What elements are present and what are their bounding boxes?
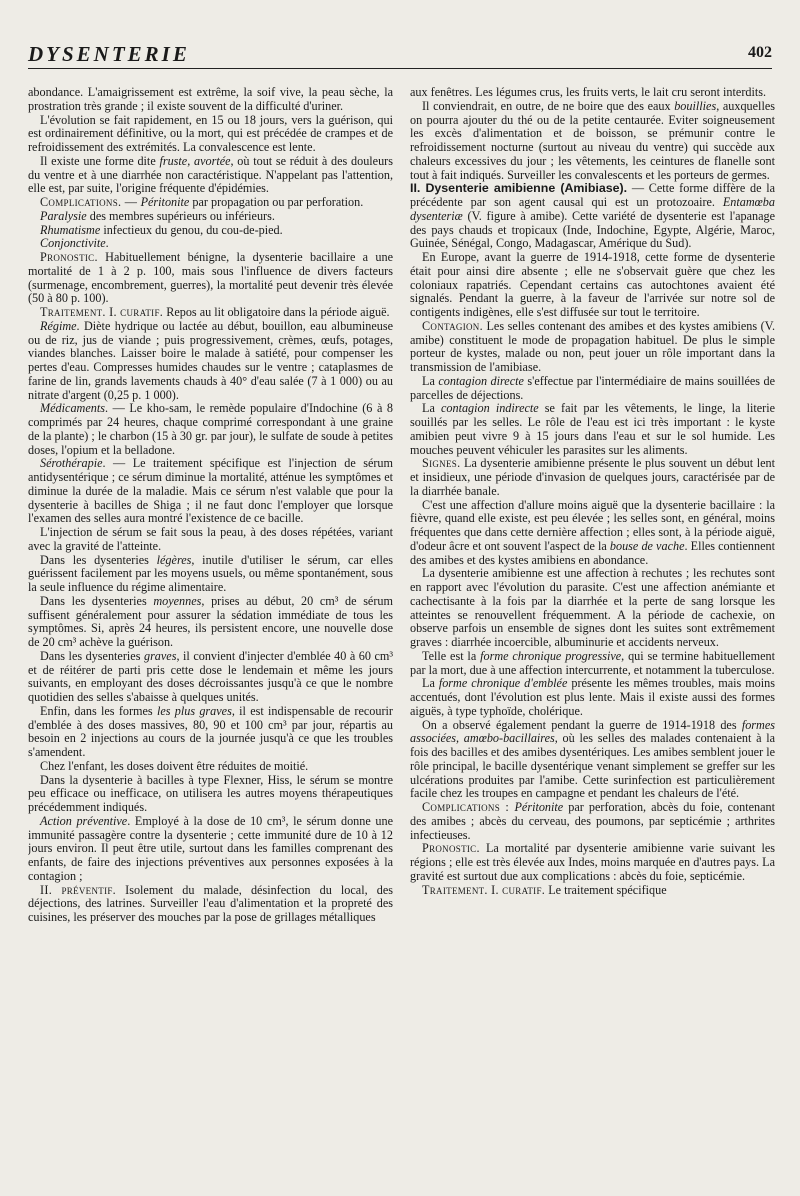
paragraph: Dans la dysenterie à bacilles à type Flexner, Hiss, le sérum se montre peu efficace ou inefficace, on utilisera les autres moyens thérapeutiques précédemment indiqués. (28, 772, 393, 814)
text-run: Il conviendrait, en outre, de ne boire que des eaux (422, 98, 675, 113)
section-label: Traitement. I. curatif. (40, 305, 164, 319)
right-column (410, 86, 775, 1181)
text-run: . Elles contiennent des amibes et des kystes amibiens en abondance. (410, 538, 775, 567)
text-run: , auxquelles on pourra ajouter du thé ou de la petite centaurée. Eviter soigneusement les excès d'alimentation et de boisson, se prémunir contre le refroidissement nocturne (surtout au niveau du ventre) qui succède aux chaleurs excessives du jour ; les vêtements, les ceintures de flanelle sont tout à fait indiqués. Surveiller les convalescents et les porteurs de germes. (410, 98, 775, 182)
emphasis-text: moyennes (153, 593, 202, 608)
paragraph: En Europe, avant la guerre de 1914-1918, cette forme de dysenterie était pour ainsi dire absente ; elle ne s'observait guère que chez les coloniaux rapatriés. Cependant certains cas autochtones avaient été signalés. Pendant la guerre, à la faveur de l'arrivée sur notre sol de contigents indigènes, elle s'est diffusée sur tout le territoire. (410, 250, 775, 319)
paragraph (28, 320, 393, 403)
emphasis-text: Conjonctivite (40, 236, 106, 251)
text-run: s'effectue par l'intermédiaire de mains souillées de parcelles de déjections. (410, 373, 775, 402)
text-run: Habituellement bénigne, la dysenterie bacillaire a une mortalité de 1 à 2 p. 100, mais sous l'influence de divers facteurs (surmenage, encombrement, guerres), la mortalité peut devenir très élevée (50 à 80 p. 100). (28, 250, 393, 306)
text-run: C'est une affection d'allure moins aiguë que la dysenterie bacillaire : la fièvre, quand elle existe, est peu élevée ; les selles sont, en général, moins fréquentes que dans cette dernière affection ; elles sont, à la période aiguë, d'odeur âcre et ont souvent l'aspect de la (410, 497, 775, 553)
text-run: infectieux du genou, du cou-de-pied. (100, 222, 283, 237)
section-label: Complications : (422, 800, 515, 814)
text-run: La dysenterie amibienne présente le plus souvent un début lent et insidieux, une période d'invasion de quelques jours, caractérisée par de la diarrhée banale. (410, 456, 775, 498)
paragraph: abondance. L'amaigrissement est extrême, la soif vive, la peau sèche, la prostration très grande ; il existe souvent de la difficulté d'uriner. (28, 86, 393, 113)
paragraph: L'évolution se fait rapidement, en 15 ou 18 jours, vers la guérison, qui est ordinairement définitive, ou la mort, qui est précédée de crampes et de refroidissement des extrémités. La convalescence est lente. (28, 112, 393, 154)
section-label: II. préventif. (40, 882, 117, 897)
paragraph (28, 155, 393, 196)
emphasis-text: forme chronique progressive (480, 648, 622, 663)
paragraph (28, 884, 393, 925)
paragraph (28, 815, 393, 884)
text-run: On a observé également pendant la guerre de 1914-1918 des (422, 717, 742, 732)
text-run: Repos au lit obligatoire dans la période aiguë. (163, 305, 390, 319)
section-label: Traitement. I. curatif. (422, 882, 546, 897)
paragraph (410, 801, 775, 842)
text-run: — Cette forme diffère de la précédente par son agent causal qui est un protozoaire. (410, 181, 775, 209)
text-run: , où les selles des malades contenaient à la fois des bacilles et des amibes dysentériques. Les amibes semblent jouer le rôle principal, le bacille dysentérique venant simplement se greffer sur les ulcérations produites par l'amibe. Cette surinfection est particulièrement facile chez les troupes en campagne et pendant les chaleurs de l'été. (410, 731, 775, 801)
page-header (28, 38, 772, 69)
text-run: . Employé à la dose de 10 cm³, le sérum donne une immunité passagère contre la dysenterie ; cette immunité dure de 10 à 12 jours environ. Il peut être utile, surtout dans les familles comprenant des enfants, de faire des injections préventives aux personnes exposées à la contagion ; (28, 813, 393, 883)
paragraph (28, 457, 393, 526)
paragraph (410, 320, 775, 375)
emphasis-text: contagion directe (438, 373, 524, 388)
text-run: par perforation, abcès du foie, contenant des amibes ; abcès du cerveau, des poumons, par septicémie ; arthrites infectieuses. (410, 800, 775, 842)
paragraph (28, 210, 393, 224)
paragraph (28, 251, 393, 306)
paragraph (410, 182, 775, 251)
text-run: Dans les dysenteries (40, 593, 154, 608)
paragraph (28, 306, 393, 320)
paragraph (410, 100, 775, 183)
paragraph (28, 402, 393, 457)
paragraph (410, 402, 775, 457)
text-run: , qui se termine habituellement par la mort, due à une affection intercurrente, et notamment la tuberculose. (410, 648, 775, 677)
text-run: se fait par les vêtements, le linge, la literie souillés par les selles. Le rôle de l'eau est ici très important : le kyste amibien peut vivre 9 à 15 jours dans l'eau et sur le sol humide. Les mouches peuvent véhiculer les parasites sur les aliments. (410, 401, 775, 457)
emphasis-text: Rhumatisme (40, 222, 101, 237)
paragraph (410, 719, 775, 802)
emphasis-text: légères (156, 552, 192, 567)
emphasis-text: contagion indirecte (440, 401, 539, 416)
paragraph (410, 375, 775, 403)
paragraph (28, 705, 393, 760)
emphasis-text: fruste, avortée (159, 153, 231, 168)
text-run: La (422, 676, 439, 691)
paragraph (410, 650, 775, 678)
section-label: Signes. (422, 456, 461, 471)
emphasis-text: forme chronique d'emblée (438, 676, 568, 691)
paragraph (410, 499, 775, 568)
paragraph (28, 595, 393, 650)
section-label: Pronostic. (422, 841, 480, 856)
paragraph: aux fenêtres. Les légumes crus, les fruits verts, le lait cru seront interdits. (410, 86, 767, 99)
paragraph (28, 650, 393, 705)
text-run: . (105, 236, 109, 251)
paragraph (410, 677, 775, 718)
running-head: DYSENTERIE (28, 42, 190, 66)
emphasis-text: Paralysie (40, 208, 87, 223)
text-run: des membres supérieurs ou inférieurs. (86, 208, 275, 223)
paragraph (28, 196, 393, 210)
text-run: Dans les dysenteries (40, 648, 144, 663)
text-run: Dans les dysenteries (40, 552, 157, 567)
emphasis-text: Médicaments (40, 401, 105, 416)
emphasis-text: bouillies (674, 98, 717, 113)
section-label: Pronostic. (40, 250, 98, 264)
text-run: La mortalité par dysenterie amibienne varie suivant les régions ; elle est très élevée aux Indes, moins marquée en d'autres pays. La gravité est surtout due aux complications : abcès du foie, septicémie. (410, 841, 775, 883)
emphasis-text: graves (143, 648, 177, 663)
text-run: La (422, 401, 441, 416)
paragraph (28, 554, 393, 595)
page-number: 402 (748, 44, 772, 61)
text-run: par propagation ou par perforation. (189, 195, 364, 209)
paragraph (410, 457, 775, 498)
left-column (28, 86, 393, 1181)
text-run: Isolement du malade, désinfection du local, des déjections, des latrines. Surveiller l'eau d'alimentation et la propreté des cuisines, les préserver des mouches par la pose de grillages métalliques (28, 882, 393, 924)
emphasis-text: Régime (40, 318, 77, 333)
emphasis-text: Sérothérapie (40, 456, 103, 471)
text-run: Enfin, dans les formes (40, 703, 157, 718)
section-label: Contagion. (422, 318, 483, 333)
text-run: Le traitement spécifique (545, 882, 667, 897)
text-run: Telle est la (422, 648, 481, 663)
text-run: . Diète hydrique ou lactée au début, bouillon, eau albumineuse ou de riz, jus de viande ; puis progressivement, crèmes, œufs, potages, viandes blanches. Laisser boire le malade à satiété, pour compenser les pertes d'eau. Compresses humides chaudes sur le ventre ; cataplasmes de farine de lin, grands lavements chauds à 40° d'eau salée (7 à 1 000) ou au nitrate d'argent (0,25 p. 1 000). (28, 318, 393, 402)
text-run: , prises au début, 20 cm³ de sérum suffisent généralement pour assurer la sédation immédiate de tous les symptômes. Si, après 24 heures, ils persistent encore, une nouvelle dose de 20 cm³ achève la guérison. (28, 593, 393, 649)
text-run: , inutile d'utiliser le sérum, car elles guérissent facilement par les moyens usuels, ou même spontanément, sous la seule influence du régime alimentaire. (28, 552, 393, 594)
section-label: Complications. — (40, 195, 141, 209)
emphasis-text: formes associées, amœbo-bacillaires (410, 717, 775, 746)
text-run: présente les mêmes troubles, mais moins accentués, dont l'évolution est plus lente. Mais il existe aussi des formes aiguës, à type typhoïde, cholérique. (410, 676, 775, 718)
text-run: Il existe une forme dite (40, 153, 160, 168)
text-run: La (422, 373, 439, 388)
paragraph (410, 884, 775, 898)
emphasis-text: Entamœba dysenteriæ (410, 195, 775, 223)
emphasis-text: Action préventive (40, 813, 128, 828)
emphasis-text: les plus graves (156, 703, 232, 718)
text-run: , où tout se réduit à des douleurs du ventre et à une diarrhée non caractéristique. N'appelant pas l'attention, elle est, par suite, l'origine fréquente d'épidémies. (28, 153, 393, 196)
paragraph (410, 842, 775, 883)
paragraph: La dysenterie amibienne est une affection à rechutes ; les rechutes sont en rapport avec l'évolution du parasite. C'est une affection anémiante et cachectisante à la fois par la diarrhée et la perte de sang lorsque les atteintes se renouvellent fréquemment. A la période de cachexie, on observe parfois un ensemble de signes dont les suites sont extrêmement graves : diarrhée incoercible, albuminurie et accidents nerveux. (410, 566, 775, 649)
paragraph (28, 237, 393, 251)
emphasis-text: Péritonite (140, 195, 190, 209)
paragraph (28, 224, 393, 238)
text-run: , il convient d'injecter d'emblée 40 à 60 cm³ et de réitérer de parti pris cette dose le lendemain et même les jours suivants, en employant des doses décroissantes jusqu'à ce que le nombre quotidien des selles s'abaisse à quelques unités. (28, 648, 393, 704)
paragraph: L'injection de sérum se fait sous la peau, à des doses répétées, variant avec la gravité de l'atteinte. (28, 525, 393, 553)
text-run: . — Le traitement spécifique est l'injection de sérum antidysentérique ; ce sérum diminue la mortalité, atténue les symptômes et diminue la durée de la maladie. Mais ce sérum n'est valable que pour la dysenterie à bacilles de Shiga ; il ne faut donc l'employer que lorsque l'examen des selles aura montré l'existence de ce bacille. (28, 456, 393, 526)
text-run: , il est indispensable de recourir d'emblée à des doses massives, 80, 90 et 100 cm³ par jour, répartis au besoin en 2 injections au cours de la journée jusqu'à ce que les troubles s'amendent. (28, 703, 393, 759)
section-heading: II. Dysenterie amibienne (Amibiase). (410, 181, 628, 196)
emphasis-text: Péritonite (514, 800, 564, 814)
paragraph: Chez l'enfant, les doses doivent être réduites de moitié. (40, 758, 309, 773)
text-run: (V. figure à amibe). Cette variété de dysenterie est l'apanage des pays chauds et tropicaux (Inde, Indochine, Egypte, Algérie, Maroc, Guinée, Sénégal, Congo, Madagascar, Amérique du Sud). (410, 208, 775, 251)
text-run: Les selles contenant des amibes et des kystes amibiens (V. amibe) constituent le mode de propagation habituel. De plus le simple porteur de kystes, malade ou non, peut jouer un rôle important dans la transmission de l'amibiase. (410, 318, 775, 374)
text-run: . — Le kho-sam, le remède populaire d'Indochine (6 à 8 comprimés par 24 heures, chaque comprimé correspondant à une graine de la plante) ; le charbon (15 à 30 gr. par jour), le sulfate de soude à petites doses, l'opium et la belladone. (28, 401, 393, 457)
emphasis-text: bouse de vache (609, 538, 685, 553)
